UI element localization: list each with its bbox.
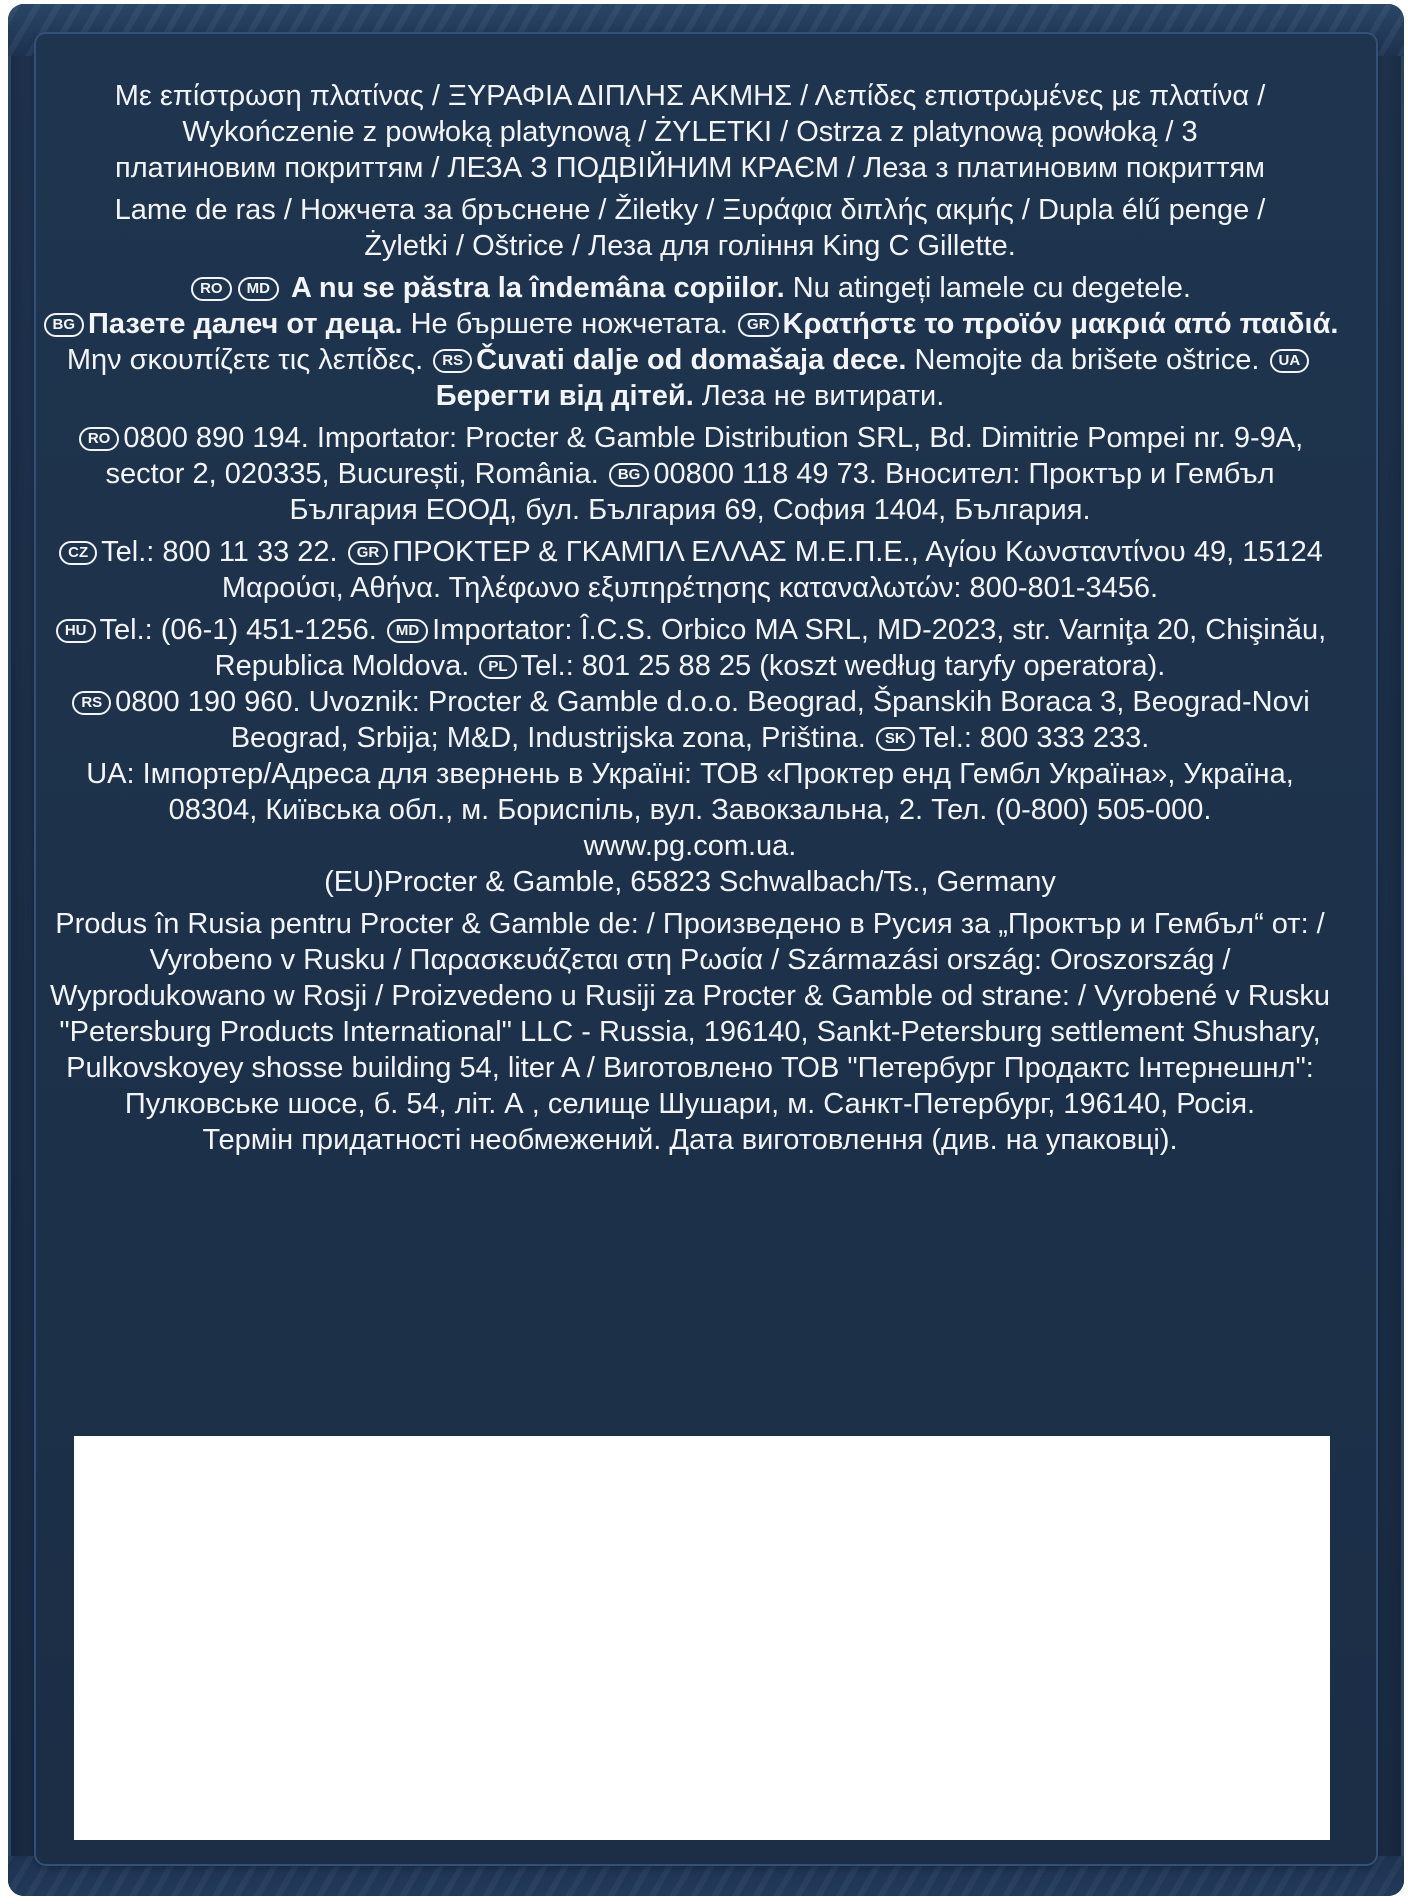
importer-rs-text: 0800 190 960. Uvoznik: Procter & Gamble d.o.o. Beograd, Španskih Boraca 3, Beograd-Novi Beograd, Srbija; M&D, Industrijska zona, Priština. xyxy=(115,686,1310,754)
importer-ua-text: UA: Імпортер/Адреса для звернень в Україні: ТОВ «Проктер енд Гембл Україна», Україна, 08304, Київська обл., м. Бориспіль, вул. Завокзальна, 2. Тел. (0-800) 505-000. xyxy=(86,758,1294,826)
warning-ua-text: Леза не витирати. xyxy=(693,380,945,412)
country-badge-md: MD xyxy=(387,619,428,643)
product-names xyxy=(40,78,1340,186)
origin-info xyxy=(40,906,1340,1158)
country-badge-pl: PL xyxy=(479,655,516,679)
origin-text: Produs în Rusia pentru Procter & Gamble de: / Произведено в Русия за „Проктър и Гембъл“ от: / Vyrobeno v Rusku / Παρασκευάζεται στη Ρωσία / Származási ország: Oroszország / Wyprodukowano w Rosji / Proizvedeno u Rusiji za Procter & Gamble od strane: / Vyrobené v Rusku "Petersburg Products International" LLC - Russia, 196140, Sankt-Petersburg settlement Shushary, Pulkovskoyey shosse building 54, liter A / Виготовлено ТОВ "Петербург Продактс Інтернешнл": Пулковське шосе, б. 54, літ. А , селище Шушари, м. Санкт-Петербург, 196140, Росія. xyxy=(49,908,1331,1120)
importer-ro-text: 0800 890 194. Importator: Procter & Gamble Distribution SRL, Bd. Dimitrie Pompei nr. 9-9A, sector 2, 020335, București, România. xyxy=(105,422,1304,490)
blade-names-line: Żyletki / Oštrice / Леза для гоління King C Gillette. xyxy=(364,230,1016,262)
importer-eu-text: (EU)Procter & Gamble, 65823 Schwalbach/Ts., Germany xyxy=(324,866,1056,898)
warning-ro-text: Nu atingeți lamele cu degetele. xyxy=(784,272,1191,304)
country-badge-gr: GR xyxy=(738,313,779,337)
country-badge-ua: UA xyxy=(1270,349,1310,373)
product-names-line: Με επίστρωση πλατίνας / ΞΥΡΑΦΙΑ ΔΙΠΛΗΣ ΑΚΜΗΣ / Λεπίδες επιστρωμένες με πλατίνα / xyxy=(114,80,1266,112)
country-badge-bg: BG xyxy=(44,313,85,337)
importer-md-text: Importator: Î.C.S. Orbico MA SRL, MD-2023, str. Varniţa 20, Chişinău, Republica Moldova. xyxy=(214,614,1327,682)
country-badge-cz: CZ xyxy=(59,541,97,565)
importer-hu-text: Tel.: (06-1) 451-1256. xyxy=(99,614,385,646)
label-text-block xyxy=(40,78,1340,1164)
warning-gr-text: Μην σκουπίζετε τις λεπίδες. xyxy=(66,344,432,376)
importer-bg-text: 00800 118 49 73. Вносител: Проктър и Гембъл България ЕООД, бул. България 69, София 1404, България. xyxy=(289,458,1275,526)
country-badge-ro: RO xyxy=(79,427,120,451)
warning-ua-bold: Берегти від дітей. xyxy=(435,380,694,412)
country-badge-sk: SK xyxy=(876,727,915,751)
blank-white-label xyxy=(74,1436,1330,1840)
expiry-text: Термін придатності необмежений. Дата виготовлення (див. на упаковці). xyxy=(202,1124,1178,1156)
country-badge-ro: RO xyxy=(191,277,232,301)
warning-bg-bold: Пазете далеч от деца. xyxy=(88,308,403,340)
importer-pl-text: Tel.: 801 25 88 25 (koszt według taryfy operatora). xyxy=(520,650,1166,682)
country-badge-rs: RS xyxy=(433,349,472,373)
product-names-line: платиновим покриттям / ЛЕЗА З ПОДВІЙНИМ КРАЄМ / Леза з платиновим покриттям xyxy=(114,152,1265,184)
website-link[interactable]: www.pg.com.ua. xyxy=(583,830,797,862)
importer-sk-text: Tel.: 800 333 233. xyxy=(918,722,1150,754)
importer-info-cz-gr xyxy=(40,534,1340,606)
importer-gr-text: ΠΡΟΚΤΕΡ & ΓΚΑΜΠΛ ΕΛΛΑΣ Μ.Ε.Π.Ε., Αγίου Κωνσταντίνου 49, 15124 Μαρούσι, Αθήνα. Τηλέφωνο εξυπηρέτησης καταναλωτών: 800-801-3456. xyxy=(221,536,1323,604)
blade-names-line: Lame de ras / Ножчета за бръснене / Žiletky / Ξυράφια διπλής ακμής / Dupla élű penge / xyxy=(114,194,1266,226)
country-badge-bg: BG xyxy=(609,463,650,487)
safety-warnings xyxy=(40,270,1340,414)
blade-names xyxy=(40,192,1340,264)
product-names-line: Wykończenie z powłoką platynową / ŻYLETKI / Ostrza z platynową powłoką / 3 xyxy=(182,116,1198,148)
country-badge-md: MD xyxy=(238,277,279,301)
country-badge-hu: HU xyxy=(56,619,96,643)
country-badge-rs: RS xyxy=(72,691,111,715)
warning-gr-bold: Κρατήστε το προϊόν μακριά από παιδιά. xyxy=(782,308,1339,340)
country-badge-gr: GR xyxy=(348,541,389,565)
warning-bg-text: Не бършете ножчетата. xyxy=(402,308,737,340)
importer-cz-text: Tel.: 800 11 33 22. xyxy=(101,536,346,568)
warning-ro-bold: A nu se păstra la îndemâna copiilor. xyxy=(290,272,785,304)
importer-info-ro-bg xyxy=(40,420,1340,528)
importer-info-other xyxy=(40,612,1340,900)
warning-rs-bold: Čuvati dalje od domašaja dece. xyxy=(476,344,907,376)
warning-rs-text: Nemojte da brišete oštrice. xyxy=(906,344,1268,376)
